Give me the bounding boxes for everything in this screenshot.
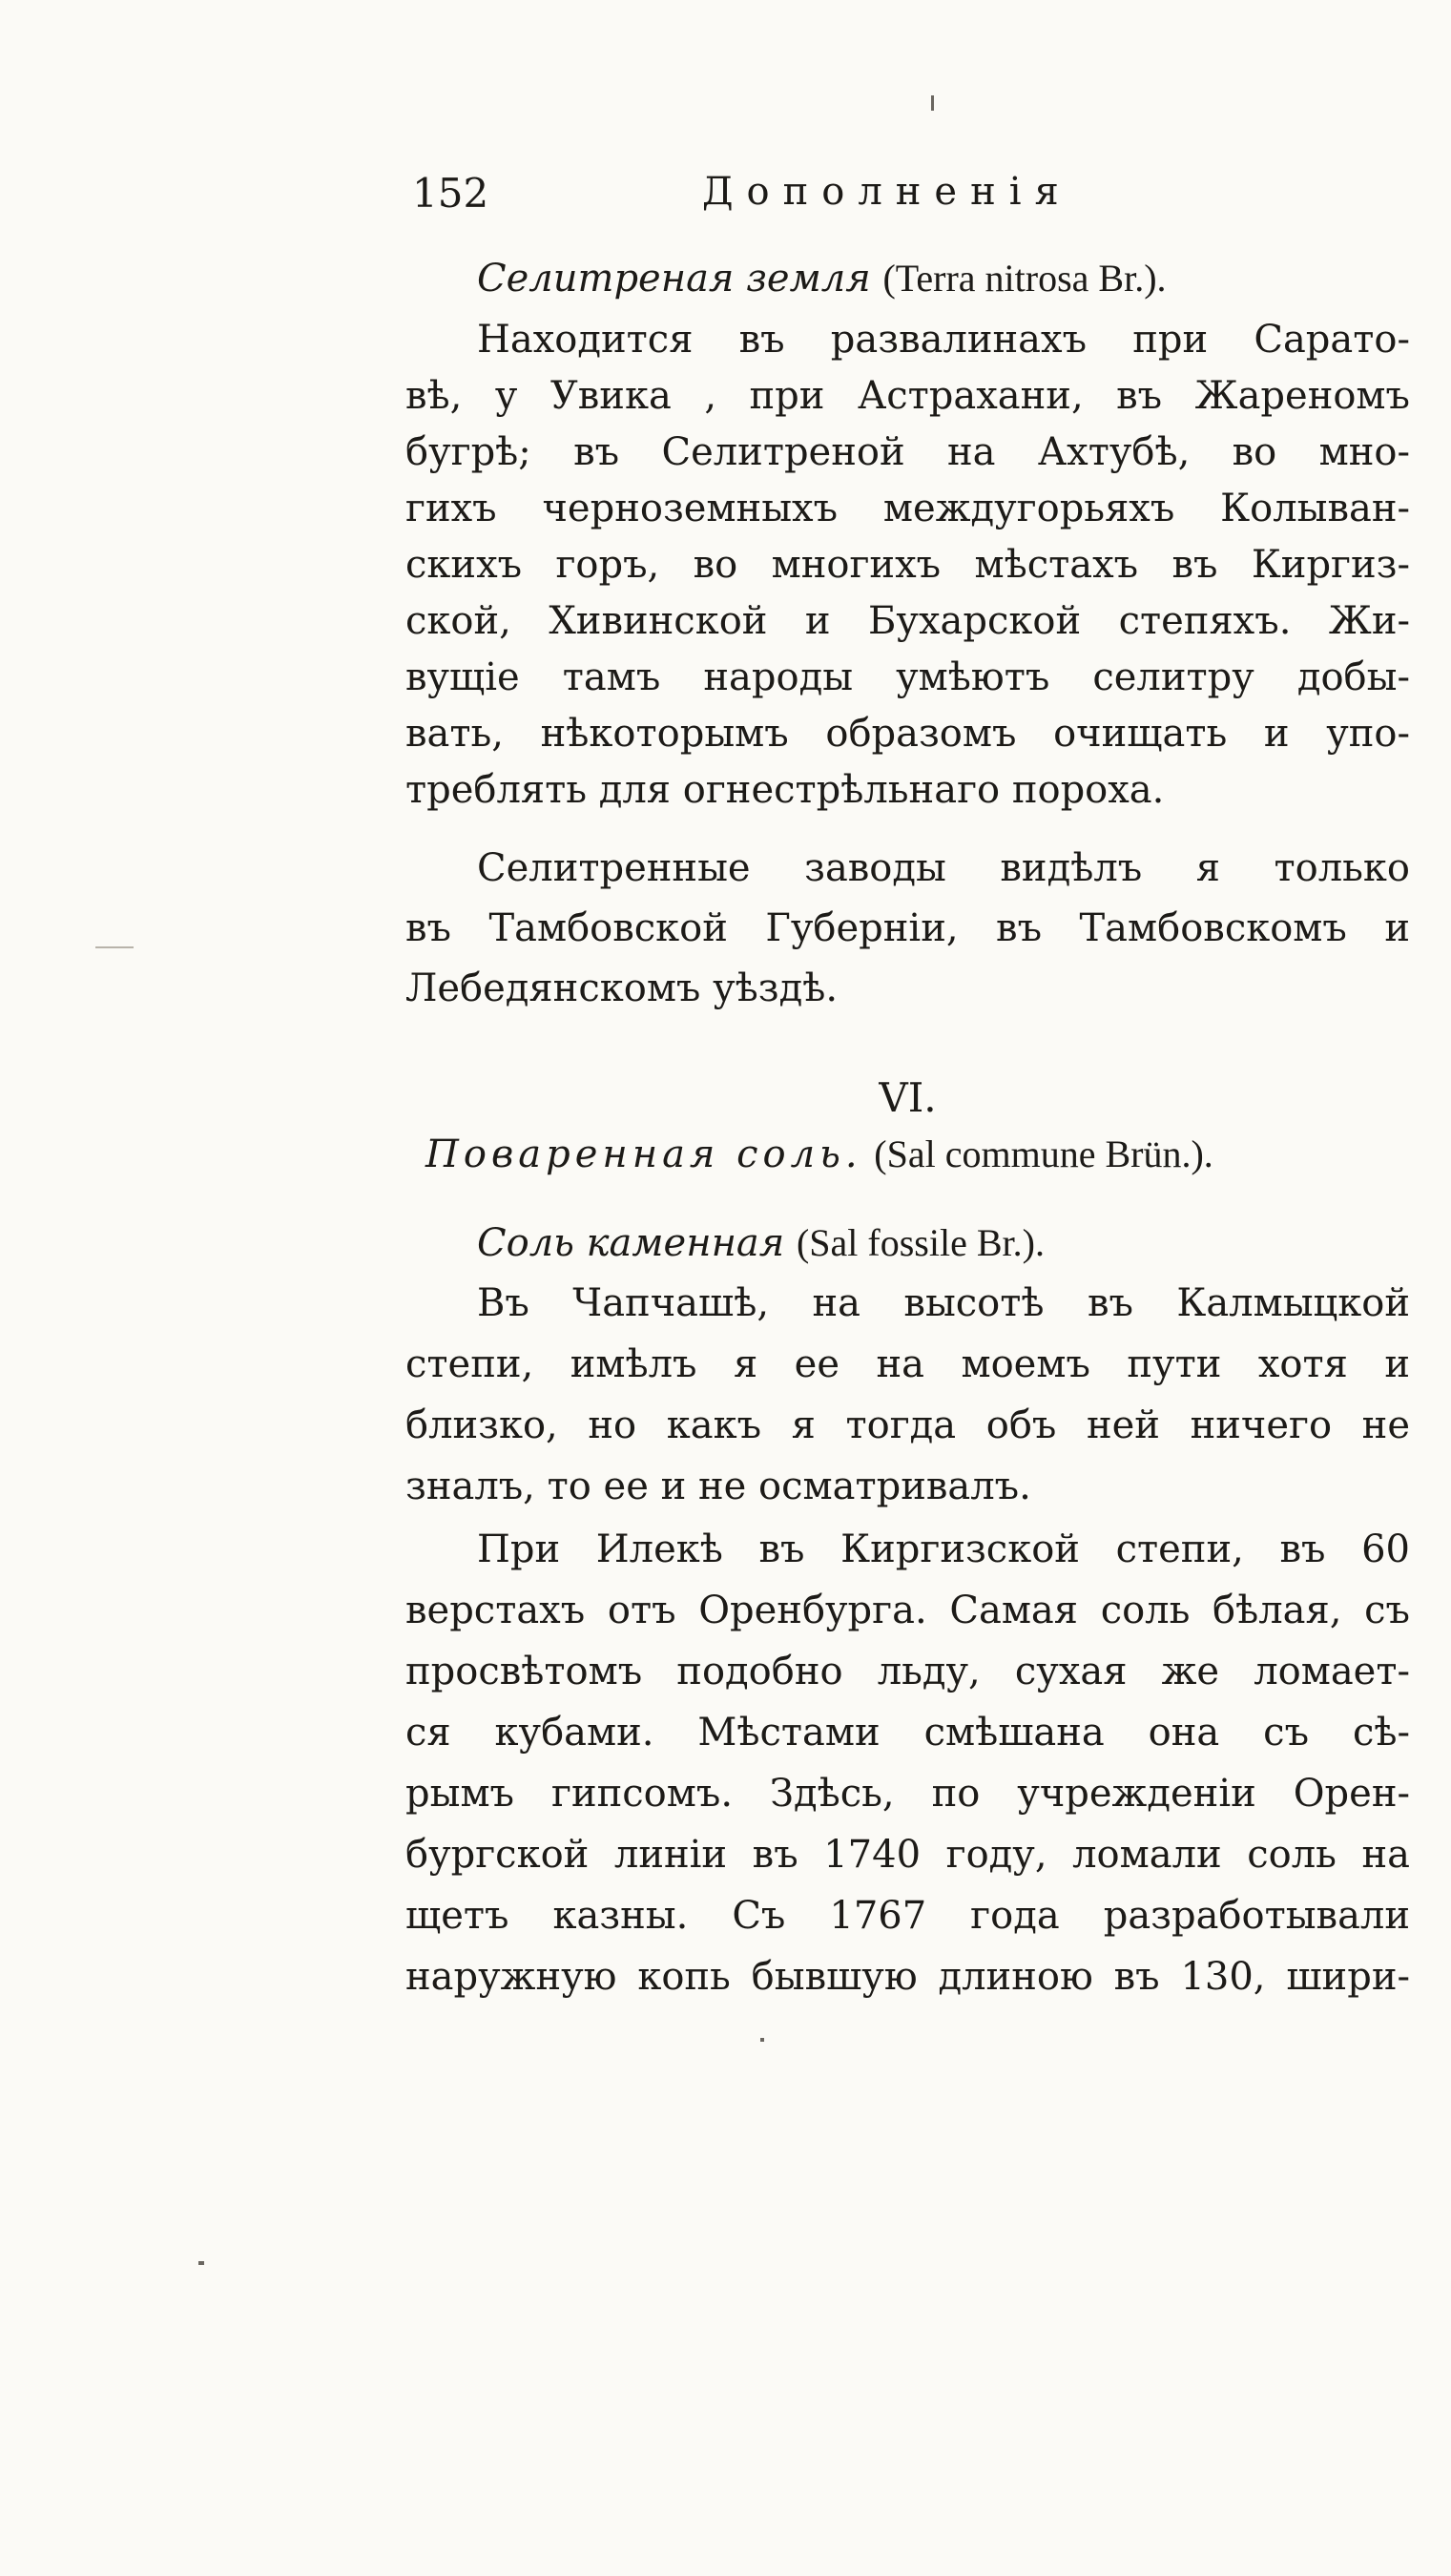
text-line: Лебедянскомъ уѣздѣ. xyxy=(405,966,839,1010)
text-line: вѣ, у Увика , при Астрахани, въ Жареномъ xyxy=(405,374,1410,418)
print-speck xyxy=(931,95,934,111)
text-line: скихъ горъ, во многихъ мѣстахъ въ Киргиз- xyxy=(405,543,1410,587)
text-line: зналъ, то ее и не осматривалъ. xyxy=(405,1465,1031,1508)
text-line: бугрѣ; въ Селитреной на Ахтубѣ, во мно- xyxy=(405,430,1410,474)
text-line: рымъ гипсомъ. Здѣсь, по учрежденіи Орен- xyxy=(405,1772,1410,1816)
text-line: верстахъ отъ Оренбурга. Самая соль бѣлая, съ xyxy=(405,1589,1410,1632)
chapter-title: Поваренная соль. (Sal commune Brün.). xyxy=(425,1132,1213,1176)
text-line: Селитренные заводы видѣлъ я только xyxy=(477,846,1410,890)
text-line: гихъ черноземныхъ междугорьяхъ Колыван- xyxy=(405,487,1410,530)
text-line: треблять для огнестрѣльнаго пороха. xyxy=(405,768,1165,812)
text-line: наружную копь бывшую длиною въ 130, шири- xyxy=(405,1955,1410,1999)
text-line: въ Тамбовской Губерніи, въ Тамбовскомъ и xyxy=(405,906,1410,950)
text-line: ся кубами. Мѣстами смѣшана она съ сѣ- xyxy=(405,1711,1410,1755)
running-title: Дополненія xyxy=(702,170,1072,214)
section-heading-saltpeter-earth: Селитреная земля (Terra nitrosa Br.). xyxy=(477,257,1167,301)
text-line: просвѣтомъ подобно льду, сухая же ломает- xyxy=(405,1650,1410,1693)
text-line: Въ Чапчашѣ, на высотѣ въ Калмыцкой xyxy=(477,1281,1410,1325)
print-speck xyxy=(198,2261,204,2265)
text-line: вать, нѣкоторымъ образомъ очищать и упо- xyxy=(405,712,1410,756)
text-line: степи, имѣлъ я ее на моемъ пути хотя и xyxy=(405,1342,1410,1386)
text-line: вущіе тамъ народы умѣютъ селитру добы- xyxy=(405,655,1410,699)
text-line: Находится въ развалинахъ при Сарато- xyxy=(477,318,1410,362)
print-speck xyxy=(760,2038,764,2042)
text-line: бургской линіи въ 1740 году, ломали соль на xyxy=(405,1833,1410,1877)
text-line: близко, но какъ я тогда объ ней ничего не xyxy=(405,1403,1410,1447)
section-heading-rock-salt: Соль каменная (Sal fossile Br.). xyxy=(477,1221,1045,1265)
chapter-numeral: VI. xyxy=(879,1074,937,1121)
text-line: ской, Хивинской и Бухарской степяхъ. Жи- xyxy=(405,599,1410,643)
page-number: 152 xyxy=(412,170,489,217)
text-line: При Илекѣ въ Киргизской степи, въ 60 xyxy=(477,1527,1410,1571)
print-speck xyxy=(95,946,134,948)
text-line: щетъ казны. Съ 1767 года разработывали xyxy=(405,1894,1410,1938)
